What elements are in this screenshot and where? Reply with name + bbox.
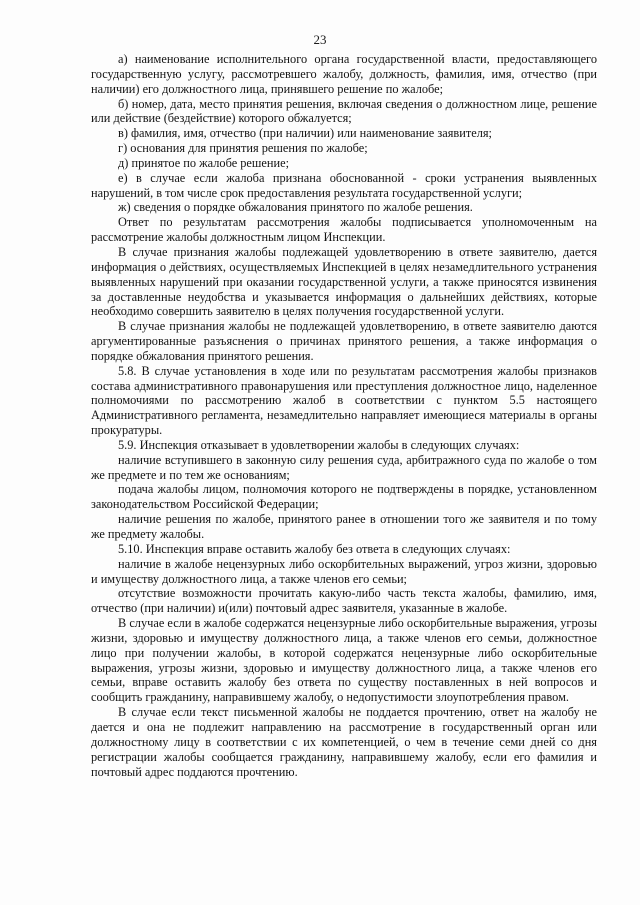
paragraph: В случае признания жалобы не подлежащей удовлетворению, в ответе заявителю даются аргументированные разъяснения о причинах принятого решения, а также информация о порядке обжалования принятого решения.	[91, 319, 597, 363]
paragraph: В случае если в жалобе содержатся нецензурные либо оскорбительные выражения, угрозы жизни, здоровью и имуществу должностного лица, а также членов его семьи, должностное лицо при получении жалобы, в которой содержатся нецензурные либо оскорбительные выражения, угрозы жизни, здоровью и имуществу должностного лица, а также членов его семьи, вправе оставить жалобу без ответа по существу поставленных в ней вопросов и сообщить гражданину, направившему жалобу, о недопустимости злоупотребления правом.	[91, 616, 597, 705]
paragraph: В случае признания жалобы подлежащей удовлетворению в ответе заявителю, дается информация о действиях, осуществляемых Инспекцией в целях незамедлительного устранения выявленных нарушений при оказании государственной услуги, а также приносятся извинения за доставленные неудобства и указывается информация о дальнейших действиях, которые необходимо совершить заявителю в целях получения государственной услуги.	[91, 244, 597, 319]
paragraph: 5.9. Инспекция отказывает в удовлетворении жалобы в следующих случаях:	[118, 437, 520, 452]
paragraph: 5.10. Инспекция вправе оставить жалобу без ответа в следующих случаях:	[118, 541, 511, 556]
paragraph: а) наименование исполнительного органа государственной власти, предоставляющего государственную услугу, рассмотревшего жалобу, должность, фамилия, имя, отчество (при наличии) его должностного лица, принявшего решение по жалобе;	[91, 52, 597, 96]
paragraph: д) принятое по жалобе решение;	[118, 155, 290, 170]
paragraph: е) в случае если жалоба признана обоснованной - сроки устранения выявленных нарушений, в том числе срок предоставления результата государственной услуги;	[91, 170, 597, 200]
paragraph: наличие вступившего в законную силу решения суда, арбитражного суда по жалобе о том же предмете и по тем же основаниям;	[91, 452, 597, 482]
paragraph: подача жалобы лицом, полномочия которого не подтверждены в порядке, установленном законодательством Российской Федерации;	[91, 482, 597, 512]
paragraph: Ответ по результатам рассмотрения жалобы подписывается уполномоченным на рассмотрение жалобы должностным лицом Инспекции.	[91, 215, 597, 245]
page-number: 23	[313, 32, 327, 47]
paragraph: в) фамилия, имя, отчество (при наличии) или наименование заявителя;	[118, 126, 492, 141]
paragraph: наличие в жалобе нецензурных либо оскорбительных выражений, угроз жизни, здоровью и имуществу должностного лица, а также членов его семьи;	[91, 556, 597, 586]
paragraph: 5.8. В случае установления в ходе или по результатам рассмотрения жалобы признаков состава административного правонарушения или преступления должностное лицо, наделенное полномочиями по рассмотрению жалоб в соответствии с пунктом 5.5 настоящего Административного регламента, незамедлительно направляет имеющиеся материалы в органы прокуратуры.	[91, 363, 597, 438]
paragraph: В случае если текст письменной жалобы не поддается прочтению, ответ на жалобу не дается и она не подлежит направлению на рассмотрение в государственный орган или должностному лицу в соответствии с их компетенцией, о чем в течение семи дней со дня регистрации жалобы сообщается гражданину, направившему жалобу, если его фамилия и почтовый адрес поддаются прочтению.	[91, 705, 597, 779]
paragraph: ж) сведения о порядке обжалования принятого по жалобе решения.	[118, 200, 473, 215]
paragraph: наличие решения по жалобе, принятого ранее в отношении того же заявителя и по тому же предмету жалобы.	[91, 512, 597, 541]
paragraph: г) основания для принятия решения по жалобе;	[118, 141, 368, 156]
paragraph: б) номер, дата, место принятия решения, включая сведения о должностном лице, решение или действие (бездействие) которого обжалуется;	[91, 96, 597, 126]
document-body	[91, 52, 597, 779]
paragraph: отсутствие возможности прочитать какую-либо часть текста жалобы, фамилию, имя, отчество (при наличии) и(или) почтовый адрес заявителя, указанные в жалобе.	[91, 586, 597, 616]
